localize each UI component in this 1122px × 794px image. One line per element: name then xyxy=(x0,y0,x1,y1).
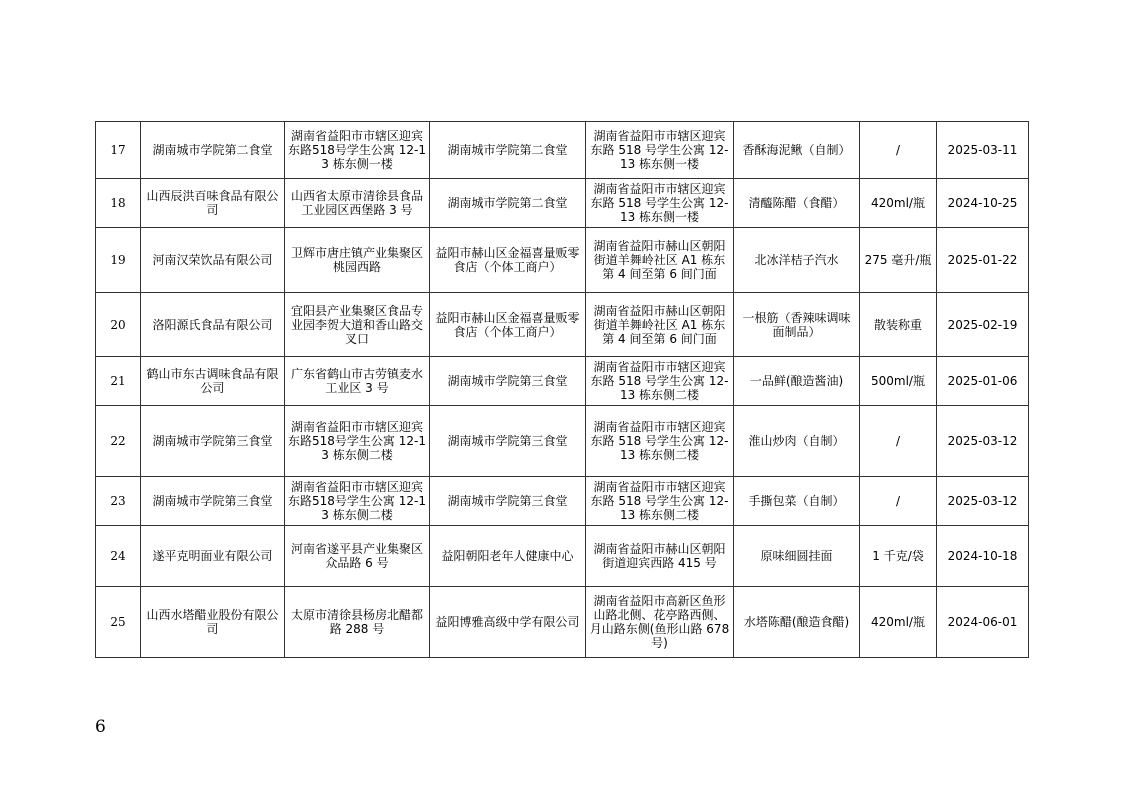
production-date: 2024-06-01 xyxy=(937,587,1029,658)
food-name: 清醯陈醋（食醋） xyxy=(734,179,860,228)
production-date: 2025-03-12 xyxy=(937,477,1029,526)
sampled-unit-address: 湖南省益阳市市辖区迎宾东路 518 号学生公寓 12-13 栋东侧二楼 xyxy=(586,477,734,526)
sampled-unit-name: 益阳朝阳老年人健康中心 xyxy=(430,526,586,587)
specification: 500ml/瓶 xyxy=(860,357,937,406)
food-name: 淮山炒肉（自制） xyxy=(734,406,860,477)
production-date: 2025-03-12 xyxy=(937,406,1029,477)
row-number: 19 xyxy=(96,228,141,293)
sampled-unit-name: 湖南城市学院第三食堂 xyxy=(430,406,586,477)
table-row xyxy=(96,587,1029,658)
row-number: 17 xyxy=(96,122,141,179)
production-date: 2024-10-18 xyxy=(937,526,1029,587)
sampled-unit-name: 湖南城市学院第三食堂 xyxy=(430,357,586,406)
producer-name: 湖南城市学院第三食堂 xyxy=(141,477,285,526)
specification: 275 毫升/瓶 xyxy=(860,228,937,293)
producer-address: 湖南省益阳市市辖区迎宾东路518号学生公寓 12-13 栋东侧二楼 xyxy=(285,477,430,526)
page-number: 6 xyxy=(95,717,106,737)
sampled-unit-name: 湖南城市学院第二食堂 xyxy=(430,179,586,228)
food-name: 香酥海泥鳅（自制） xyxy=(734,122,860,179)
producer-address: 宜阳县产业集聚区食品专业园李贺大道和香山路交叉口 xyxy=(285,293,430,357)
sampled-unit-address: 湖南省益阳市市辖区迎宾东路 518 号学生公寓 12-13 栋东侧一楼 xyxy=(586,179,734,228)
row-number: 22 xyxy=(96,406,141,477)
specification: 420ml/瓶 xyxy=(860,587,937,658)
producer-address: 山西省太原市清徐县食品工业园区西堡路 3 号 xyxy=(285,179,430,228)
row-number: 25 xyxy=(96,587,141,658)
table-row xyxy=(96,179,1029,228)
producer-name: 河南汉荣饮品有限公司 xyxy=(141,228,285,293)
producer-address: 湖南省益阳市市辖区迎宾东路518号学生公寓 12-13 栋东侧一楼 xyxy=(285,122,430,179)
specification: / xyxy=(860,122,937,179)
producer-address: 卫辉市唐庄镇产业集聚区桃园西路 xyxy=(285,228,430,293)
food-name: 手撕包菜（自制） xyxy=(734,477,860,526)
producer-name: 山西水塔醋业股份有限公司 xyxy=(141,587,285,658)
producer-address: 湖南省益阳市市辖区迎宾东路518号学生公寓 12-13 栋东侧二楼 xyxy=(285,406,430,477)
specification: 散装称重 xyxy=(860,293,937,357)
producer-address: 广东省鹤山市古劳镇麦水工业区 3 号 xyxy=(285,357,430,406)
row-number: 20 xyxy=(96,293,141,357)
production-date: 2025-02-19 xyxy=(937,293,1029,357)
sampled-unit-name: 益阳市赫山区金福喜量贩零食店（个体工商户） xyxy=(430,293,586,357)
row-number: 23 xyxy=(96,477,141,526)
sampled-unit-address: 湖南省益阳市市辖区迎宾东路 518 号学生公寓 12-13 栋东侧二楼 xyxy=(586,357,734,406)
food-name: 水塔陈醋(酿造食醋) xyxy=(734,587,860,658)
sampled-unit-address: 湖南省益阳市赫山区朝阳街道羊舞岭社区 A1 栋东第 4 间至第 6 间门面 xyxy=(586,293,734,357)
row-number: 21 xyxy=(96,357,141,406)
sampled-unit-address: 湖南省益阳市市辖区迎宾东路 518 号学生公寓 12-13 栋东侧一楼 xyxy=(586,122,734,179)
specification: 1 千克/袋 xyxy=(860,526,937,587)
sampled-unit-name: 湖南城市学院第二食堂 xyxy=(430,122,586,179)
producer-name: 鹤山市东古调味食品有限公司 xyxy=(141,357,285,406)
table-row xyxy=(96,357,1029,406)
producer-address: 太原市清徐县杨房北醋都路 288 号 xyxy=(285,587,430,658)
food-name: 一根筋（香辣味调味面制品） xyxy=(734,293,860,357)
producer-name: 山西辰洪百味食品有限公司 xyxy=(141,179,285,228)
food-name: 北冰洋桔子汽水 xyxy=(734,228,860,293)
table-row xyxy=(96,122,1029,179)
specification: / xyxy=(860,406,937,477)
production-date: 2025-01-06 xyxy=(937,357,1029,406)
producer-name: 湖南城市学院第三食堂 xyxy=(141,406,285,477)
row-number: 18 xyxy=(96,179,141,228)
specification: / xyxy=(860,477,937,526)
sampled-unit-name: 益阳博雅高级中学有限公司 xyxy=(430,587,586,658)
sampled-unit-address: 湖南省益阳市市辖区迎宾东路 518 号学生公寓 12-13 栋东侧二楼 xyxy=(586,406,734,477)
producer-address: 河南省遂平县产业集聚区众品路 6 号 xyxy=(285,526,430,587)
table-row xyxy=(96,477,1029,526)
production-date: 2025-03-11 xyxy=(937,122,1029,179)
production-date: 2025-01-22 xyxy=(937,228,1029,293)
table-row xyxy=(96,406,1029,477)
sampled-unit-address: 湖南省益阳市赫山区朝阳街道羊舞岭社区 A1 栋东第 4 间至第 6 间门面 xyxy=(586,228,734,293)
sampled-unit-address: 湖南省益阳市高新区鱼形山路北侧、花亭路西侧、月山路东侧(鱼形山路 678 号) xyxy=(586,587,734,658)
sampled-unit-name: 湖南城市学院第三食堂 xyxy=(430,477,586,526)
producer-name: 洛阳源氏食品有限公司 xyxy=(141,293,285,357)
table-row xyxy=(96,526,1029,587)
producer-name: 遂平克明面业有限公司 xyxy=(141,526,285,587)
specification: 420ml/瓶 xyxy=(860,179,937,228)
sampled-unit-address: 湖南省益阳市赫山区朝阳街道迎宾西路 415 号 xyxy=(586,526,734,587)
table-row xyxy=(96,293,1029,357)
table-row xyxy=(96,228,1029,293)
inspection-table xyxy=(95,121,1029,658)
sampled-unit-name: 益阳市赫山区金福喜量贩零食店（个体工商户） xyxy=(430,228,586,293)
row-number: 24 xyxy=(96,526,141,587)
production-date: 2024-10-25 xyxy=(937,179,1029,228)
producer-name: 湖南城市学院第二食堂 xyxy=(141,122,285,179)
food-name: 原味细圆挂面 xyxy=(734,526,860,587)
food-name: 一品鲜(酿造酱油) xyxy=(734,357,860,406)
